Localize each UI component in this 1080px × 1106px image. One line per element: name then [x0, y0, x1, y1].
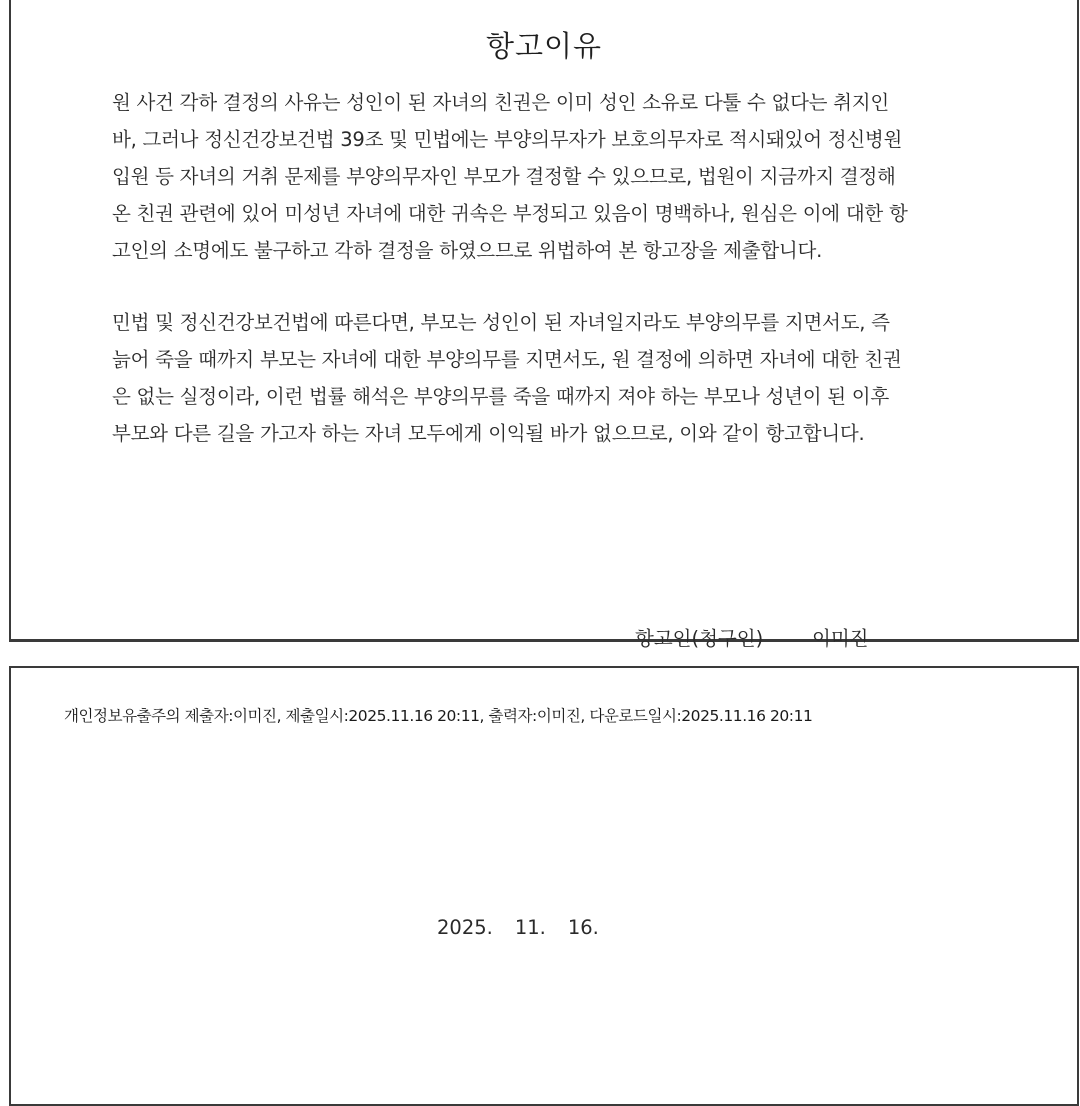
date-day: 16. [567, 916, 599, 939]
paragraph-line: 부모와 다른 길을 가고자 하는 자녀 모두에게 이익될 바가 없으므로, 이와 같이 항고합니다. [112, 422, 865, 445]
paragraph-line: 원 사건 각하 결정의 사유는 성인이 된 자녀의 친권은 이미 성인 소유로 다툴 수 없다는 취지인 [112, 91, 889, 114]
filing-date [437, 916, 599, 939]
document-page-2 [9, 666, 1079, 1106]
reason-paragraph-2 [112, 304, 952, 452]
appellant-name: 이미진 [812, 627, 869, 650]
reason-paragraph-1 [112, 84, 952, 269]
paragraph-line: 은 없는 실정이라, 이런 법률 해석은 부양의무를 죽을 때까지 져야 하는 부모나 성년이 된 이후 [112, 385, 889, 408]
document-page-1 [9, 0, 1079, 642]
paragraph-line: 바, 그러나 정신건강보건법 39조 및 민법에는 부양의무자가 보호의무자로 적시돼있어 정신병원 [112, 128, 903, 151]
paragraph-line: 민법 및 정신건강보건법에 따른다면, 부모는 성인이 된 자녀일지라도 부양의무를 지면서도, 즉 [112, 311, 890, 334]
appellant-label: 항고인(청구인) [635, 627, 764, 650]
document-title: 항고이유 [485, 29, 603, 63]
date-year: 2025. [437, 916, 493, 939]
paragraph-line: 고인의 소명에도 불구하고 각하 결정을 하였으므로 위법하여 본 항고장을 제출합니다. [112, 239, 823, 262]
paragraph-line: 늙어 죽을 때까지 부모는 자녀에 대한 부양의무를 지면서도, 원 결정에 의하면 자녀에 대한 친권 [112, 348, 902, 371]
paragraph-line: 온 친권 관련에 있어 미성년 자녀에 대한 귀속은 부정되고 있음이 명백하나, 원심은 이에 대한 항 [112, 202, 908, 225]
privacy-notice: 개인정보유출주의 제출자:이미진, 제출일시:2025.11.16 20:11, 출력자:이미진, 다운로드일시:2025.11.16 20:11 [64, 707, 813, 725]
paragraph-line: 입원 등 자녀의 거취 문제를 부양의무자인 부모가 결정할 수 있으므로, 법원이 지금까지 결정해 [112, 165, 896, 188]
date-month: 11. [514, 916, 546, 939]
